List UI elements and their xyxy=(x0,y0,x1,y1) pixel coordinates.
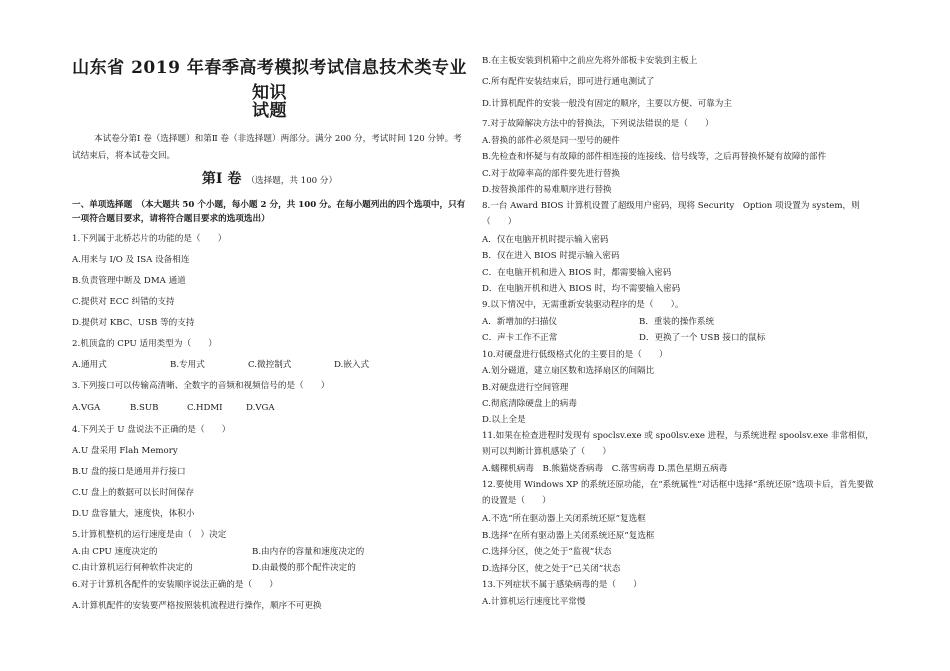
question-9: 9.以下情况中，无需重新安装驱动程序的是（ ）。 xyxy=(482,300,684,310)
question-10: 10.对硬盘进行低级格式化的主要目的是（ ） xyxy=(482,350,668,360)
option-12c: C.选择分区，使之处于“监视”状态 xyxy=(482,547,612,557)
option-3c: C.HDMI xyxy=(187,403,223,413)
option-9b: B．重装的操作系统 xyxy=(639,317,715,327)
question-5: 5.计算机整机的运行速度是由（ ）决定 xyxy=(72,530,227,540)
option-7c: C.对于故障率高的部件要先进行替换 xyxy=(482,169,620,179)
option-1a: A.用来与 I/O 及 ISA 设备相连 xyxy=(72,255,190,265)
question-3: 3.下列接口可以传输高清晰、全数字的音频和视频信号的是（ ） xyxy=(72,381,330,391)
option-8c: C．在电脑开机和进入 BIOS 时，都需要输入密码 xyxy=(482,268,672,278)
option-10b: B.对硬盘进行空间管理 xyxy=(482,383,569,393)
option-1d: D.提供对 KBC、USB 等的支持 xyxy=(72,318,195,328)
exam-title-line2: 试题 xyxy=(252,101,287,121)
option-5c: C.由计算机运行何种软件决定的 xyxy=(72,563,193,573)
question-6: 6.对于计算机各配件的安装顺序说法正确的是（ ） xyxy=(72,580,278,590)
volume-note: （选择题，共 100 分） xyxy=(246,176,338,186)
option-6a: A.计算机配件的安装要严格按照装机流程进行操作，顺序不可更换 xyxy=(72,601,322,611)
options-11: A.蠕稞机病毒 B.熊猫烧香病毒 C.落雪病毒 D.黑色星期五病毒 xyxy=(482,464,728,474)
option-4a: A.U 盘采用 Flah Memory xyxy=(72,446,178,456)
option-7d: D.按替换部件的易难顺序进行替换 xyxy=(482,185,612,195)
option-9a: A．新增加的扫描仪 xyxy=(482,317,557,327)
question-4: 4.下列关于 U 盘说法不正确的是（ ） xyxy=(72,425,231,435)
option-3a: A.VGA xyxy=(72,403,101,413)
option-2b: B.专用式 xyxy=(170,360,205,370)
option-10d: D.以上全是 xyxy=(482,415,526,425)
option-5d: D.由最慢的那个配件决定的 xyxy=(252,563,356,573)
option-2c: C.微控制式 xyxy=(248,360,292,370)
option-3d: D.VGA xyxy=(246,403,275,413)
option-1c: C.提供对 ECC 纠错的支持 xyxy=(72,297,175,307)
option-13a: A.计算机运行速度比平常慢 xyxy=(482,597,586,607)
question-11: 11.如果在检查进程时发现有 spoclsv.exe 或 spo0lsv.exe 进程，与系统进程 spoolsv.exe 非常相似，则可以判断计算机感染了（ ） xyxy=(482,431,874,457)
exam-title: 山东省 2019 年春季高考模拟考试信息技术类专业知识 xyxy=(72,58,467,103)
option-8d: D．在电脑开机和进入 BIOS 时，均不需要输入密码 xyxy=(482,284,681,294)
option-5a: A.由 CPU 速度决定的 xyxy=(72,547,158,557)
question-8: 8.一台 Award BIOS 计算机设置了超级用户密码，现将 Security Option 项设置为 system，则 （ ） xyxy=(482,201,869,227)
option-2a: A.通用式 xyxy=(72,360,107,370)
option-4d: D.U 盘容量大，速度快，体积小 xyxy=(72,509,195,519)
question-13: 13.下列症状不属于感染病毒的是（ ） xyxy=(482,580,642,590)
option-9c: C．声卡工作不正常 xyxy=(482,333,558,343)
option-8a: A．仅在电脑开机时提示输入密码 xyxy=(482,235,609,245)
question-1: 1.下列属于北桥芯片的功能的是（ ） xyxy=(72,234,227,244)
option-3b: B.SUB xyxy=(130,403,159,413)
option-2d: D.嵌入式 xyxy=(334,360,370,370)
option-5b: B.由内存的容量和速度决定的 xyxy=(252,547,365,557)
option-9d: D．更换了一个 USB 接口的鼠标 xyxy=(639,333,766,343)
option-12b: B.选择“在所有驱动器上关闭系统还原”复选框 xyxy=(482,531,655,541)
option-12d: D.选择分区，使之处于“已关闭”状态 xyxy=(482,564,621,574)
option-10c: C.彻底清除硬盘上的病毒 xyxy=(482,399,577,409)
option-6d: D.计算机配件的安装一般没有固定的顺序，主要以方便、可靠为主 xyxy=(482,99,732,109)
option-4b: B.U 盘的接口是通用并行接口 xyxy=(72,467,186,477)
option-12a: A.不选“所在驱动器上关闭系统还原”复选框 xyxy=(482,514,646,524)
option-10a: A.划分磁道，建立扇区数和选择扇区的间隔比 xyxy=(482,366,655,376)
option-6c: C.所有配件安装结束后，即可进行通电测试了 xyxy=(482,77,655,87)
option-4c: C.U 盘上的数据可以长时间保存 xyxy=(72,488,195,498)
question-12: 12.要使用 Windows XP 的系统还原功能，在“系统属性”对话框中选择“系统还原”选项卡后，首先要做的设置是（ ） xyxy=(482,480,874,506)
option-6b: B.在主板安装到机箱中之前应先将外部板卡安装到主板上 xyxy=(482,56,698,66)
option-7b: B.先检查和怀疑与有故障的部件相连接的连接线、信号线等，之后再替换怀疑有故障的部件 xyxy=(482,152,827,162)
volume-title: 第Ⅰ 卷 xyxy=(201,171,242,187)
question-2: 2.机顶盒的 CPU 适用类型为（ ） xyxy=(72,339,217,349)
option-7a: A.替换的部件必须是同一型号的硬件 xyxy=(482,136,620,146)
exam-intro: 本试卷分第Ⅰ 卷（选择题）和第Ⅱ 卷（非选择题）两部分。满分 200 分，考试时间 120 分钟。考试结束后，将本试卷交回。 xyxy=(72,134,462,161)
volume-heading xyxy=(72,168,467,188)
question-7: 7.对于故障解决方法中的替换法，下列说法错误的是（ ） xyxy=(482,119,714,129)
section-heading: 一、单项选择题 （本大题共 50 个小题，每小题 2 分，共 100 分。在每小题列出的四个选项中，只有一项符合题目要求，请将符合题目要求的选项选出） xyxy=(72,200,466,224)
option-1b: B.负责管理中断及 DMA 通道 xyxy=(72,276,186,286)
option-8b: B．仅在进入 BIOS 时提示输入密码 xyxy=(482,251,620,261)
